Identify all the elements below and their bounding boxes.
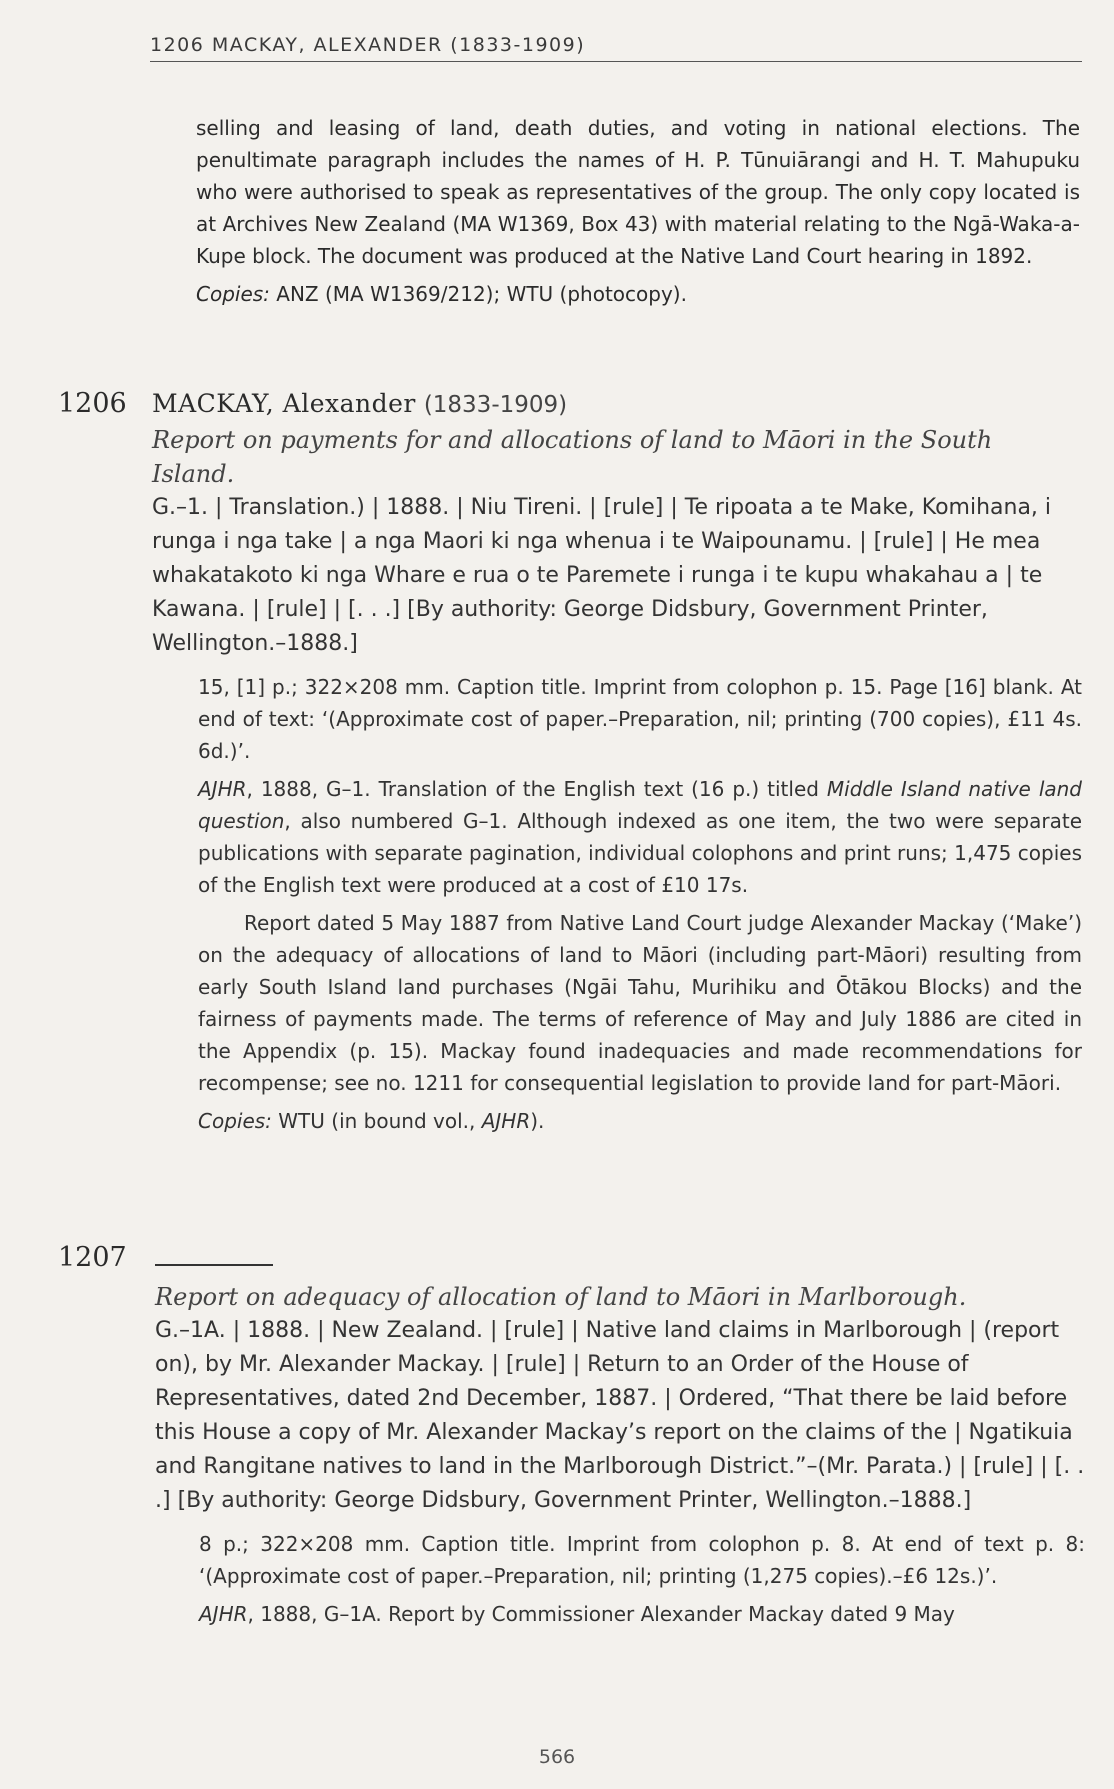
copies-text: ANZ (MA W1369/212); WTU (photocopy). [269, 282, 687, 306]
entry-number-1207: 1207 [58, 1242, 127, 1273]
author-dates: (1833-1909) [423, 392, 568, 418]
entry-title: Report on adequacy of allocation of land to Māori in Marlborough. [155, 1283, 967, 1311]
note-ajhr [199, 1598, 1085, 1630]
entry-notes [198, 671, 1082, 1137]
physical-description: 8 p.; 322×208 mm. Caption title. Imprint from colophon p. 8. At end of text p. 8: ‘(Approximate cost of paper.–Preparation, nil; printing (1,275 copies).–£6 12s.)’. [199, 1532, 1085, 1588]
continuation-copies [196, 278, 1080, 310]
running-head: 1206 MACKAY, ALEXANDER (1833-1909) [150, 34, 586, 56]
note-text: , 1888, G–1. Translation of the English text (16 p.) titled [246, 777, 827, 801]
note-text: , 1888, G–1A. Report by Commissioner Alexander Mackay dated 9 May [247, 1602, 955, 1626]
note-text: , also numbered G–1. Although indexed as one item, the two were separate publications with separate pagination, individual colophons and print runs; 1,475 copies of the English text were produced at a cost of £10 17s. [198, 809, 1082, 897]
header-rule [150, 61, 1082, 62]
continuation-paragraph: selling and leasing of land, death duties, and voting in national elections. The penultimate paragraph includes the names of H. P. Tūnuiārangi and H. T. Mahupuku who were authorised to speak as representatives of the group. The only copy located is at Archives New Zealand (MA W1369, Box 43) with material relating to the Ngā-Waka-a-Kupe block. The document was produced at the Native Land Court hearing in 1892. [196, 116, 1080, 268]
entry-heading [155, 1244, 1085, 1280]
entry-1207 [155, 1244, 1085, 1636]
entry-heading [152, 386, 1082, 423]
ajhr-ref: AJHR [481, 1109, 531, 1133]
translation-title: Middle Island native land question [198, 777, 1082, 833]
copies-text: ). [530, 1109, 545, 1133]
entry-notes [199, 1528, 1085, 1630]
ajhr-ref: AJHR [198, 777, 247, 801]
author-name: MACKAY, Alexander [152, 389, 416, 418]
entry-copies [198, 1105, 1082, 1137]
physical-description: 15, [1] p.; 322×208 mm. Caption title. Imprint from colophon p. 15. Page [16] blank. At end of text: ‘(Approximate cost of paper.–Preparation, nil; printing (700 copies), £11 4s. 6d.)’. [198, 675, 1082, 763]
ajhr-ref: AJHR [199, 1602, 248, 1626]
note-ajhr [198, 773, 1082, 901]
title-transcription: G.–1A. | 1888. | New Zealand. | [rule] | Native land claims in Marlborough | (report on), by Mr. Alexander Mackay. | [rule] | Return to an Order of the House of Representatives, dated 2nd December, 1887. | Ordered, “That there be laid before this House a copy of Mr. Alexander Mackay’s report on the claims of the | Ngatikuia and Rangitane natives to land in the Marlborough District.”–(Mr. Parata.) | [rule] | [. . .] [By authority: George Didsbury, Government Printer, Wellington.–1888.] [155, 1318, 1085, 1513]
entry-title: Report on payments for and allocations of land to Māori in the South Island. [152, 426, 993, 488]
entry-1206 [152, 386, 1082, 1143]
copies-label: Copies: [198, 1109, 272, 1133]
copies-text: WTU (in bound vol., [271, 1109, 482, 1133]
continuation-block [196, 112, 1080, 316]
entry-number-1206: 1206 [58, 388, 127, 419]
copies-label: Copies: [196, 282, 270, 306]
same-author-dash [155, 1264, 273, 1266]
page-number: 566 [538, 1746, 576, 1768]
note-report: Report dated 5 May 1887 from Native Land Court judge Alexander Mackay (‘Make’) on the adequacy of allocations of land to Māori (including part-Māori) resulting from early South Island land purchases (Ngāi Tahu, Murihiku and Ōtākou Blocks) and the fairness of payments made. The terms of reference of May and July 1886 are cited in the Appendix (p. 15). Mackay found inadequacies and made recommendations for recompense; see no. 1211 for consequential legislation to provide land for part-Māori. [198, 911, 1082, 1095]
title-transcription: G.–1. | Translation.) | 1888. | Niu Tireni. | [rule] | Te ripoata a te Make, Komihana, i runga i nga take | a nga Maori ki nga whenua i te Waipounamu. | [rule] | He mea whakatakoto ki nga Whare e rua o te Paremete i runga i te kupu whakahau a | te Kawana. | [rule] | [. . .] [By authority: George Didsbury, Government Printer, Wellington.–1888.] [152, 495, 1052, 656]
